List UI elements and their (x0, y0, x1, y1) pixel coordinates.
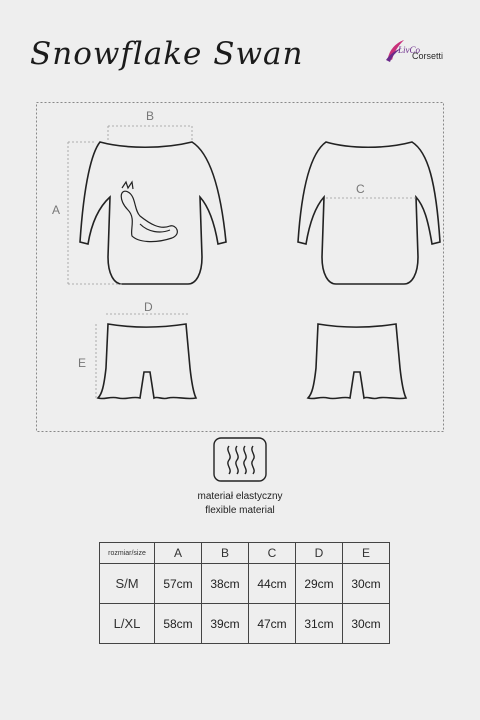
table-cell: 30cm (343, 564, 390, 604)
measure-label-c: C (356, 182, 365, 196)
size-column-d: D (296, 543, 343, 564)
size-column-c: C (249, 543, 296, 564)
dotted-frame (37, 103, 444, 432)
logo-text-livco: LivCo (398, 45, 421, 55)
size-table-corner: rozmiar/size (100, 543, 155, 564)
table-cell: 44cm (249, 564, 296, 604)
table-row (100, 564, 390, 604)
measure-guides (68, 126, 416, 398)
size-name: L/XL (100, 604, 155, 644)
garment-drawings (36, 102, 444, 432)
size-column-a: A (155, 543, 202, 564)
material-label-en: flexible material (205, 505, 275, 516)
measure-label-b: B (146, 109, 155, 123)
table-cell: 47cm (249, 604, 296, 644)
size-table (99, 542, 390, 644)
table-cell: 58cm (155, 604, 202, 644)
size-column-b: B (202, 543, 249, 564)
table-cell: 31cm (296, 604, 343, 644)
table-cell: 39cm (202, 604, 249, 644)
table-cell: 29cm (296, 564, 343, 604)
back-top-outline (298, 142, 440, 284)
measure-label-e: E (78, 356, 87, 370)
table-cell: 57cm (155, 564, 202, 604)
measure-label-a: A (52, 203, 61, 217)
brand-logo (384, 36, 454, 72)
measurement-diagram (36, 102, 444, 432)
table-cell: 30cm (343, 604, 390, 644)
table-row (100, 604, 390, 644)
table-cell: 38cm (202, 564, 249, 604)
swan-print-icon (121, 182, 177, 242)
measure-label-d: D (144, 300, 153, 314)
front-top-outline (80, 142, 226, 284)
size-name: S/M (100, 564, 155, 604)
material-label-pl: materiał elastyczny (197, 491, 283, 502)
front-shorts-outline (98, 324, 196, 399)
elastic-wave-icon (213, 437, 267, 482)
back-shorts-outline (308, 324, 406, 399)
size-column-e: E (343, 543, 390, 564)
product-title: Snowflake Swan (30, 36, 304, 72)
logo-text-corsetti: Corsetti (412, 51, 444, 61)
